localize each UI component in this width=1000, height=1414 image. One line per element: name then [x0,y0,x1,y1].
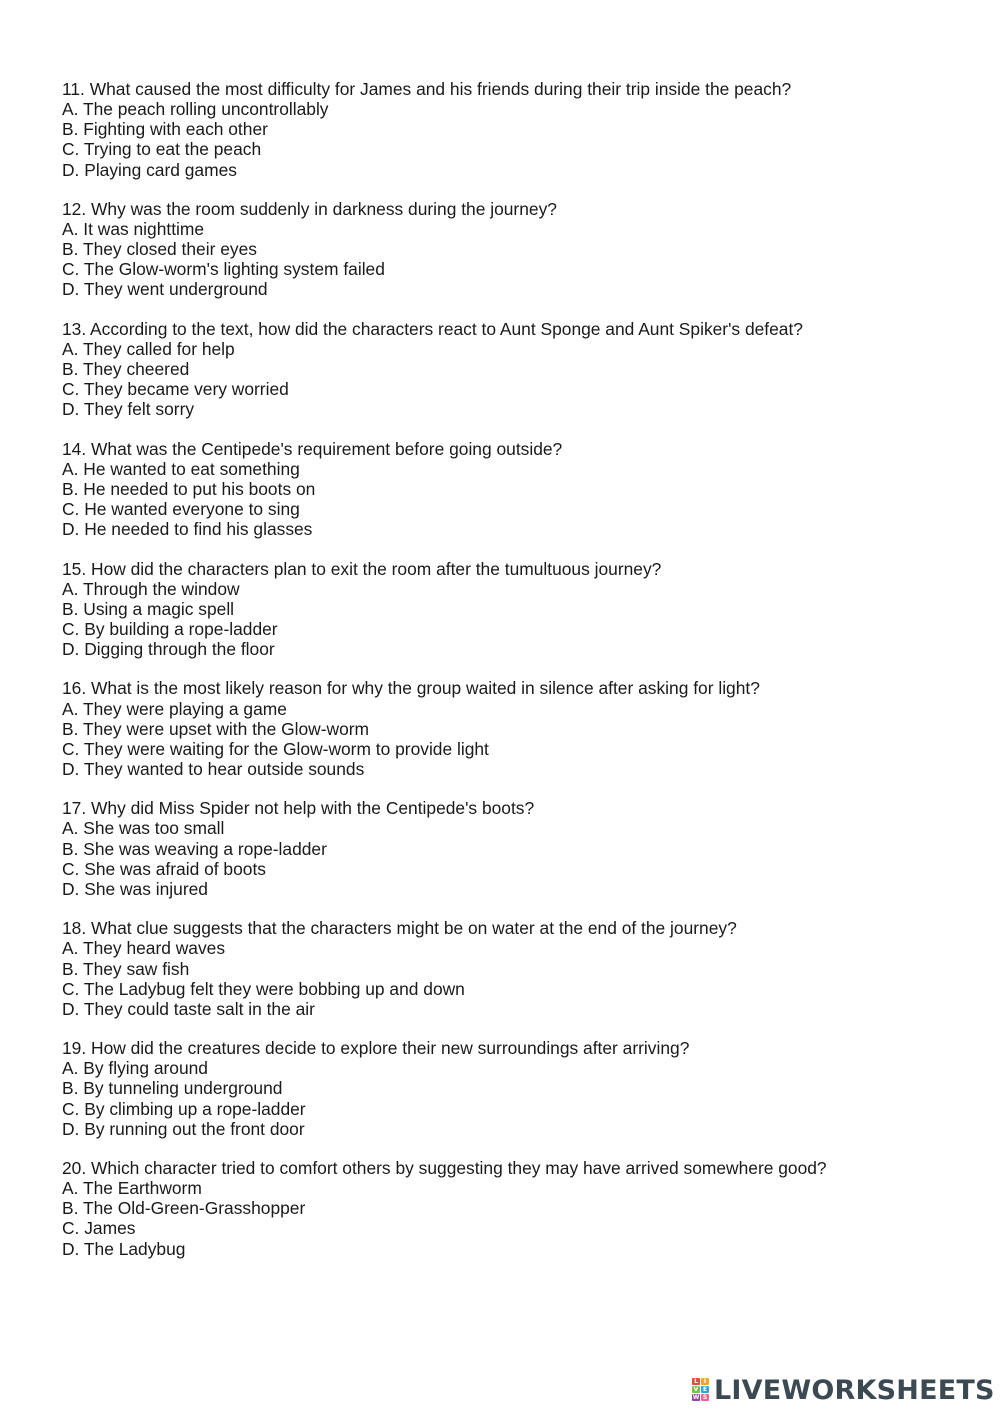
answer-option: C. They became very worried [62,379,289,400]
question-block [62,79,962,180]
answer-option: C. By climbing up a rope-ladder [62,1098,306,1119]
answer-option: A. Through the window [62,578,240,599]
answer-option: D. They felt sorry [62,399,195,420]
question-block [62,1038,962,1139]
question-block [62,199,962,300]
answer-option: A. By flying around [62,1058,208,1079]
answer-option: D. He needed to find his glasses [62,519,313,540]
answer-option: C. By building a rope-ladder [62,618,278,639]
question-prompt: 17. Why did Miss Spider not help with the Centipede's boots? [62,798,535,819]
worksheet-body [62,79,962,1278]
answer-option: C. The Glow-worm's lighting system failed [62,259,385,280]
answer-option: B. By tunneling underground [62,1078,283,1099]
logo-mark-tile: L [692,1378,700,1385]
answer-option: A. The Earthworm [62,1178,202,1199]
question-prompt: 14. What was the Centipede's requirement before going outside? [62,438,563,459]
answer-option: B. He needed to put his boots on [62,478,316,499]
question-block [62,1158,962,1259]
answer-option: A. They were playing a game [62,698,287,719]
answer-option: C. She was afraid of boots [62,858,266,879]
question-prompt: 11. What caused the most difficulty for James and his friends during their trip inside the peach? [62,79,792,99]
logo-mark-tile: S [702,1394,708,1401]
question-block [62,678,962,779]
answer-option: B. She was weaving a rope-ladder [62,838,327,859]
question-block [62,918,962,1019]
answer-option: D. By running out the front door [62,1118,305,1139]
answer-option: D. The Ladybug [62,1238,186,1259]
question-prompt: 20. Which character tried to comfort others by suggesting they may have arrived somewhere good? [62,1158,827,1179]
answer-option: A. They heard waves [62,938,226,959]
answer-option: C. The Ladybug felt they were bobbing up and down [62,978,465,999]
answer-option: B. They saw fish [62,958,190,979]
question-prompt: 12. Why was the room suddenly in darkness during the journey? [62,198,557,219]
question-block [62,319,962,420]
logo-mark-tile: W [692,1394,700,1401]
answer-option: B. Using a magic spell [62,598,235,619]
answer-option: D. They could taste salt in the air [62,998,315,1019]
question-prompt: 18. What clue suggests that the characters might be on water at the end of the journey? [62,918,737,939]
answer-option: A. She was too small [62,818,225,839]
question-prompt: 16. What is the most likely reason for why the group waited in silence after asking for light? [62,678,760,699]
answer-option: D. They wanted to hear outside sounds [62,759,365,780]
question-block [62,559,962,660]
answer-option: C. James [62,1218,136,1239]
question-prompt: 13. According to the text, how did the characters react to Aunt Sponge and Aunt Spiker's defeat? [62,318,803,339]
answer-option: D. Digging through the floor [62,639,275,660]
logo-wordmark: LIVEWORKSHEETS [714,1374,995,1406]
answer-option: C. They were waiting for the Glow-worm to provide light [62,738,489,759]
liveworksheets-logo[interactable] [692,1374,995,1406]
answer-option: A. It was nighttime [62,219,205,240]
question-block [62,798,962,899]
answer-option: A. He wanted to eat something [62,458,300,479]
answer-option: D. She was injured [62,878,208,899]
answer-option: A. They called for help [62,338,235,359]
logo-mark-tile: E [702,1386,708,1393]
answer-option: B. They were upset with the Glow-worm [62,718,370,739]
answer-option: C. He wanted everyone to sing [62,499,300,520]
liveworksheets-logo-icon [692,1378,710,1402]
answer-option: C. Trying to eat the peach [62,139,262,160]
answer-option: B. They closed their eyes [62,239,257,260]
answer-option: B. They cheered [62,359,190,380]
answer-option: B. Fighting with each other [62,119,268,140]
question-block [62,439,962,540]
answer-option: A. The peach rolling uncontrollably [62,99,329,120]
answer-option: D. Playing card games [62,159,237,180]
logo-mark-tile: V [693,1386,699,1393]
answer-option: B. The Old-Green-Grasshopper [62,1198,306,1219]
logo-mark-tile: I [701,1378,709,1385]
question-prompt: 19. How did the creatures decide to explore their new surroundings after arriving? [62,1038,690,1059]
question-prompt: 15. How did the characters plan to exit the room after the tumultuous journey? [62,558,662,579]
answer-option: D. They went underground [62,279,268,300]
